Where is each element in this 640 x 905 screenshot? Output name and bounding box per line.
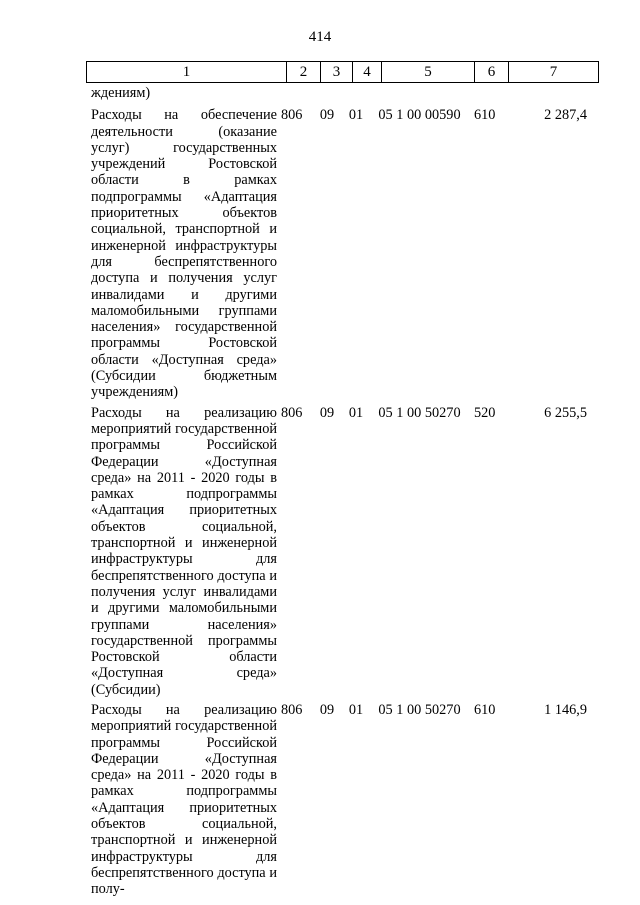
header-col-2: 2 <box>287 62 321 83</box>
row-amount: 1 146,9 <box>544 701 587 718</box>
table-row <box>91 702 601 898</box>
header-col-3: 3 <box>321 62 353 83</box>
row-expense-type: 610 <box>474 107 496 124</box>
row-section-code: 09 <box>319 701 335 718</box>
header-col-6: 6 <box>475 62 509 83</box>
row-target-article: 05 1 00 50270 <box>378 701 461 718</box>
continuation-text: ждениям) <box>91 85 151 101</box>
table-row <box>91 107 601 400</box>
row-ministry-code: 806 <box>281 107 303 124</box>
row-expense-type: 520 <box>474 404 496 421</box>
row-expense-type: 610 <box>474 701 496 718</box>
row-description: Расходы на реализацию мероприятий государственной программы Российской Федерации «Доступная среда» на 2011 - 2020 годы в рамках подпрограммы «Адаптация приоритетных объектов социальной, транспортной и инженерной инфраструктуры для беспрепятственного доступа и полу- <box>91 701 277 898</box>
row-amount: 6 255,5 <box>544 404 587 421</box>
table-body <box>91 85 601 902</box>
continuation-row <box>91 85 601 101</box>
row-ministry-code: 806 <box>281 701 303 718</box>
row-subsection-code: 01 <box>348 701 364 718</box>
table-row <box>91 405 601 698</box>
header-col-4: 4 <box>353 62 382 83</box>
header-col-5: 5 <box>382 62 475 83</box>
row-section-code: 09 <box>319 404 335 421</box>
table-header <box>86 61 599 83</box>
row-description: Расходы на обеспечение деятельности (оказание услуг) государственных учреждений Ростовской области в рамках подпрограммы «Адаптация приоритетных объектов социальной, транспортной и инженерной инфраструктуры для беспрепятственного доступа и получения услуг инвалидами и другими маломобильными группами населения» государственной программы Ростовской области «Доступная среда» (Субсидии бюджетным учреждениям) <box>91 107 277 401</box>
row-subsection-code: 01 <box>348 107 364 124</box>
header-row <box>87 62 599 83</box>
row-section-code: 09 <box>319 107 335 124</box>
header-col-7: 7 <box>509 62 599 83</box>
row-amount: 2 287,4 <box>544 107 587 124</box>
page-number: 414 <box>308 29 332 45</box>
header-col-1: 1 <box>87 62 287 83</box>
row-ministry-code: 806 <box>281 404 303 421</box>
row-target-article: 05 1 00 00590 <box>378 107 461 124</box>
row-description: Расходы на реализацию мероприятий государственной программы Российской Федерации «Доступная среда» на 2011 - 2020 годы в рамках подпрограммы «Адаптация приоритетных объектов социальной, транспортной и инженерной инфраструктуры для беспрепятственного доступа и получения услуг инвалидами и другими маломобильными группами населения» государственной программы Ростовской области «Доступная среда» (Субсидии) <box>91 404 277 698</box>
row-target-article: 05 1 00 50270 <box>378 404 461 421</box>
row-subsection-code: 01 <box>348 404 364 421</box>
